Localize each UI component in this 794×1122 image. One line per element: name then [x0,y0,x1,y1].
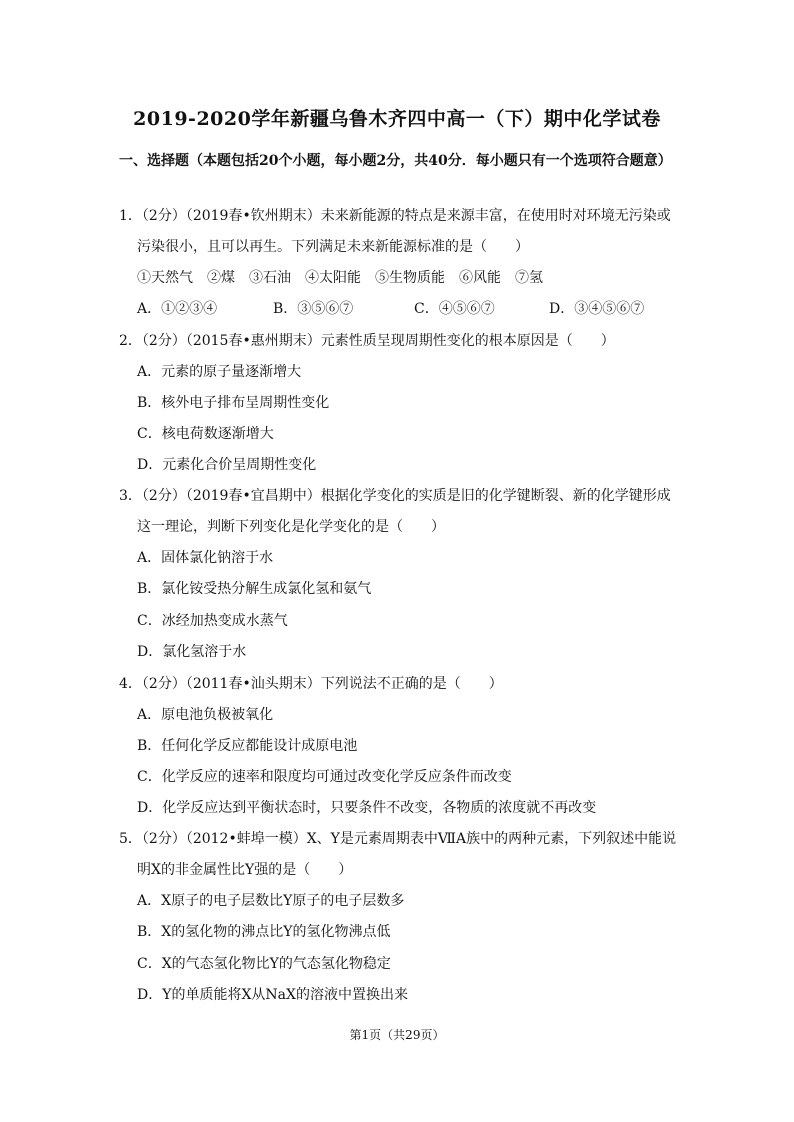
question-5-option-c: C．X的气态氢化物比Y的气态氢化物稳定 [137,956,391,972]
question-2-option-c: C．核电荷数逐渐增大 [137,426,274,442]
question-1-items: ①天然气 ②煤 ③石油 ④太阳能 ⑤生物质能 ⑥风能 ⑦氢 [137,270,543,286]
question-3-line-1: 3．（2分）（2019春•宜昌期中）根据化学变化的实质是旧的化学键断裂、新的化学键形成 [119,488,671,504]
question-1-option-a: A．①②③④ [137,301,218,317]
question-2-option-b: B．核外电子排布呈周期性变化 [137,395,330,411]
question-5-option-d: D．Y的单质能将X从NaX的溶液中置换出来 [137,987,408,1003]
question-3-option-b: B．氯化铵受热分解生成氯化氢和氨气 [137,581,372,597]
question-2-option-a: A．元素的原子量逐渐增大 [137,364,302,380]
question-3-line-2: 这一理论，判断下列变化是化学变化的是（ ） [137,519,445,535]
question-3-option-c: C．冰经加热变成水蒸气 [137,613,288,629]
question-1-line-2: 污染很小，且可以再生。下列满足未来新能源标准的是（ ） [137,239,529,255]
section-heading: 一、选择题（本题包括20个小题，每小题2分，共40分．每小题只有一个选项符合题意） [119,153,672,169]
question-1-option-b: B．③⑤⑥⑦ [273,301,354,317]
question-3-option-d: D．氯化氢溶于水 [137,644,247,660]
question-4-option-a: A．原电池负极被氧化 [137,707,274,723]
question-2-line-1: 2．（2分）（2015春•惠州期末）元素性质呈现周期性变化的根本原因是（ ） [119,333,615,349]
question-5-line-2: 明X的非金属性比Y强的是（ ） [137,862,353,878]
question-1-option-c: C．④⑤⑥⑦ [414,301,495,317]
page-title: 2019-2020学年新疆乌鲁木齐四中高一（下）期中化学试卷 [133,108,661,130]
question-3-option-a: A．固体氯化钠溶于水 [137,550,274,566]
question-2-option-d: D．元素化合价呈周期性变化 [137,457,317,473]
question-4-line-1: 4．（2分）（2011春•汕头期末）下列说法不正确的是（ ） [119,676,503,692]
question-5-line-1: 5．（2分）（2012•蚌埠一模）X、Y是元素周期表中ⅦA族中的两种元素，下列叙述中能说 [119,831,677,847]
question-4-option-b: B．任何化学反应都能设计成原电池 [137,738,358,754]
question-4-option-d: D．化学反应达到平衡状态时，只要条件不改变，各物质的浓度就不再改变 [137,800,597,816]
question-5-option-b: B．X的氢化物的沸点比Y的氢化物沸点低 [137,924,391,940]
page-footer: 第1页（共29页） [349,1028,445,1042]
question-1-line-1: 1．（2分）（2019春•钦州期末）未来新能源的特点是来源丰富，在使用时对环境无污染或 [119,208,671,224]
question-5-option-a: A．X原子的电子层数比Y原子的电子层数多 [137,893,405,909]
question-4-option-c: C．化学反应的速率和限度均可通过改变化学反应条件而改变 [137,769,512,785]
question-1-option-d: D．③④⑤⑥⑦ [549,301,645,317]
